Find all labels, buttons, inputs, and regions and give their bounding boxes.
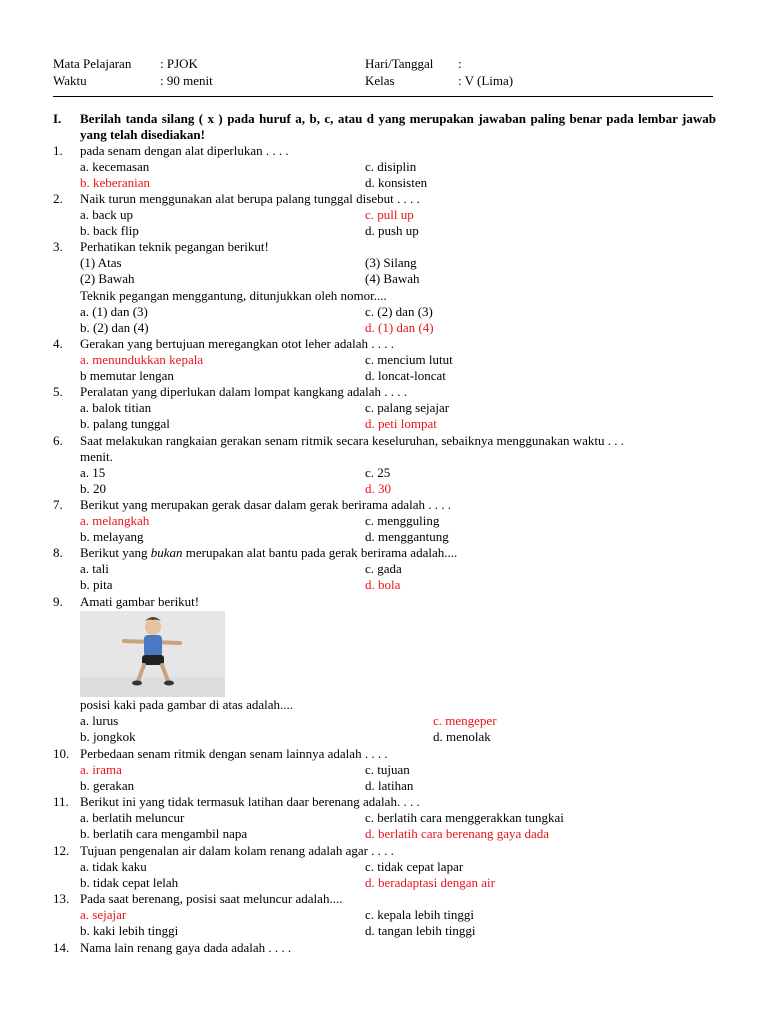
date-label: Hari/Tanggal — [365, 56, 434, 71]
option-d[interactable]: d. latihan — [365, 778, 414, 793]
option-a[interactable]: a. lurus — [80, 713, 119, 728]
option-b[interactable]: b. 20 — [80, 481, 106, 496]
question-number: 6. — [53, 433, 63, 448]
subject-label: Mata Pelajaran — [53, 56, 132, 71]
option-b[interactable]: b. tidak cepat lelah — [80, 875, 179, 890]
grip-item: (2) Bawah — [80, 271, 135, 286]
header-row-1 — [0, 56, 768, 72]
option-b[interactable]: b. (2) dan (4) — [80, 320, 149, 335]
option-b[interactable]: b memutar lengan — [80, 368, 174, 383]
option-a-correct[interactable]: a. melangkah — [80, 513, 150, 528]
option-c[interactable]: c. disiplin — [365, 159, 417, 174]
option-a[interactable]: a. 15 — [80, 465, 106, 480]
option-c[interactable]: c. 25 — [365, 465, 391, 480]
option-a[interactable]: a. tali — [80, 561, 109, 576]
question-text: Pada saat berenang, posisi saat meluncur adalah.... — [80, 891, 343, 906]
section-number: I. — [53, 111, 62, 126]
option-c[interactable]: c. berlatih cara menggerakkan tungkai — [365, 810, 564, 825]
option-a[interactable]: a. balok titian — [80, 400, 152, 415]
option-b[interactable]: b. berlatih cara mengambil napa — [80, 826, 248, 841]
option-d[interactable]: d. menolak — [433, 729, 491, 744]
option-b[interactable]: b. kaki lebih tinggi — [80, 923, 179, 938]
question-number: 12. — [53, 843, 70, 858]
question-text: Amati gambar berikut! — [80, 594, 200, 609]
option-b[interactable]: b. pita — [80, 577, 113, 592]
question-subtext: posisi kaki pada gambar di atas adalah.... — [80, 697, 293, 712]
option-a[interactable]: a. tidak kaku — [80, 859, 147, 874]
option-b[interactable]: b. palang tunggal — [80, 416, 170, 431]
option-a[interactable]: a. berlatih meluncur — [80, 810, 185, 825]
option-c[interactable]: c. gada — [365, 561, 402, 576]
grip-item: (1) Atas — [80, 255, 122, 270]
class-label: Kelas — [365, 73, 395, 88]
question-number: 5. — [53, 384, 63, 399]
option-a[interactable]: a. (1) dan (3) — [80, 304, 148, 319]
squat-pose-illustration — [80, 611, 225, 697]
time-label: Waktu — [53, 73, 87, 88]
question-text: Naik turun menggunakan alat berupa palang tunggal disebut . . . . — [80, 191, 420, 206]
option-d-correct[interactable]: d. beradaptasi dengan air — [365, 875, 495, 890]
option-d-correct[interactable]: d. bola — [365, 577, 401, 592]
option-a[interactable]: a. back up — [80, 207, 134, 222]
date-value: : — [458, 56, 462, 71]
option-c[interactable]: c. tujuan — [365, 762, 410, 777]
question-number: 11. — [53, 794, 69, 809]
header-row-2 — [0, 73, 768, 89]
question-number: 2. — [53, 191, 63, 206]
option-d[interactable]: d. tangan lebih tinggi — [365, 923, 476, 938]
question-number: 13. — [53, 891, 70, 906]
question-text: Berikut ini yang tidak termasuk latihan daar berenang adalah. . . . — [80, 794, 420, 809]
section-instruction: Berilah tanda silang ( x ) pada huruf a, b, c, atau d yang merupakan jawaban paling benar pada lembar jawab yang telah disediakan! — [80, 111, 716, 142]
option-d[interactable]: d. loncat-loncat — [365, 368, 446, 383]
header-divider — [53, 96, 713, 97]
option-c[interactable]: c. mencium lutut — [365, 352, 453, 367]
question-number: 4. — [53, 336, 63, 351]
option-c[interactable]: c. (2) dan (3) — [365, 304, 433, 319]
option-b[interactable]: b. back flip — [80, 223, 139, 238]
option-d[interactable]: d. menggantung — [365, 529, 449, 544]
option-d[interactable]: d. konsisten — [365, 175, 428, 190]
option-c[interactable]: c. palang sejajar — [365, 400, 450, 415]
question-text: Perbedaan senam ritmik dengan senam lainnya adalah . . . . — [80, 746, 388, 761]
question-text: Nama lain renang gaya dada adalah . . . . — [80, 940, 292, 955]
option-a-correct[interactable]: a. menundukkan kepala — [80, 352, 204, 367]
option-c-correct[interactable]: c. pull up — [365, 207, 414, 222]
question-text-continued: menit. — [80, 449, 113, 464]
option-b[interactable]: b. gerakan — [80, 778, 135, 793]
question-text-part: Berikut yang — [80, 545, 151, 560]
time-value: : 90 menit — [160, 73, 213, 88]
question-text: Peralatan yang diperlukan dalam lompat kangkang adalah . . . . — [80, 384, 408, 399]
option-d-correct[interactable]: d. berlatih cara berenang gaya dada — [365, 826, 550, 841]
grip-item: (3) Silang — [365, 255, 417, 270]
option-d-correct[interactable]: d. peti lompat — [365, 416, 437, 431]
option-a[interactable]: a. kecemasan — [80, 159, 150, 174]
question-text: Perhatikan teknik pegangan berikut! — [80, 239, 269, 254]
option-d[interactable]: d. push up — [365, 223, 419, 238]
option-b[interactable]: b. jongkok — [80, 729, 136, 744]
option-c[interactable]: c. kepala lebih tinggi — [365, 907, 475, 922]
grip-item: (4) Bawah — [365, 271, 420, 286]
option-a-correct[interactable]: a. sejajar — [80, 907, 127, 922]
question-text — [80, 545, 457, 561]
option-b[interactable]: b. melayang — [80, 529, 144, 544]
option-c-correct[interactable]: c. mengeper — [433, 713, 497, 728]
option-d-correct[interactable]: d. (1) dan (4) — [365, 320, 434, 335]
subject-value: : PJOK — [160, 56, 198, 71]
question-number: 8. — [53, 545, 63, 560]
gymnast-squat-figure — [80, 611, 225, 697]
class-value: : V (Lima) — [458, 73, 514, 88]
question-text: Berikut yang merupakan gerak dasar dalam gerak berirama adalah . . . . — [80, 497, 452, 512]
option-b-correct[interactable]: b. keberanian — [80, 175, 151, 190]
question-number: 1. — [53, 143, 63, 158]
question-number: 3. — [53, 239, 63, 254]
question-text: Gerakan yang bertujuan meregangkan otot leher adalah . . . . — [80, 336, 395, 351]
option-c[interactable]: c. tidak cepat lapar — [365, 859, 464, 874]
question-subtext: Teknik pegangan menggantung, ditunjukkan oleh nomor.... — [80, 288, 387, 303]
question-number: 7. — [53, 497, 63, 512]
question-number: 14. — [53, 940, 70, 955]
option-a-correct[interactable]: a. irama — [80, 762, 122, 777]
question-text-part: merupakan alat bantu pada gerak berirama adalah.... — [182, 545, 458, 560]
question-text: Saat melakukan rangkaian gerakan senam ritmik secara keseluruhan, sebaiknya menggunakan waktu . . . — [80, 433, 624, 448]
question-text-emphasis: bukan — [150, 545, 183, 560]
question-number: 9. — [53, 594, 63, 609]
option-c[interactable]: c. mengguling — [365, 513, 440, 528]
question-text: pada senam dengan alat diperlukan . . . . — [80, 143, 289, 158]
question-text: Tujuan pengenalan air dalam kolam renang adalah agar . . . . — [80, 843, 394, 858]
option-d-correct[interactable]: d. 30 — [365, 481, 391, 496]
question-number: 10. — [53, 746, 70, 761]
